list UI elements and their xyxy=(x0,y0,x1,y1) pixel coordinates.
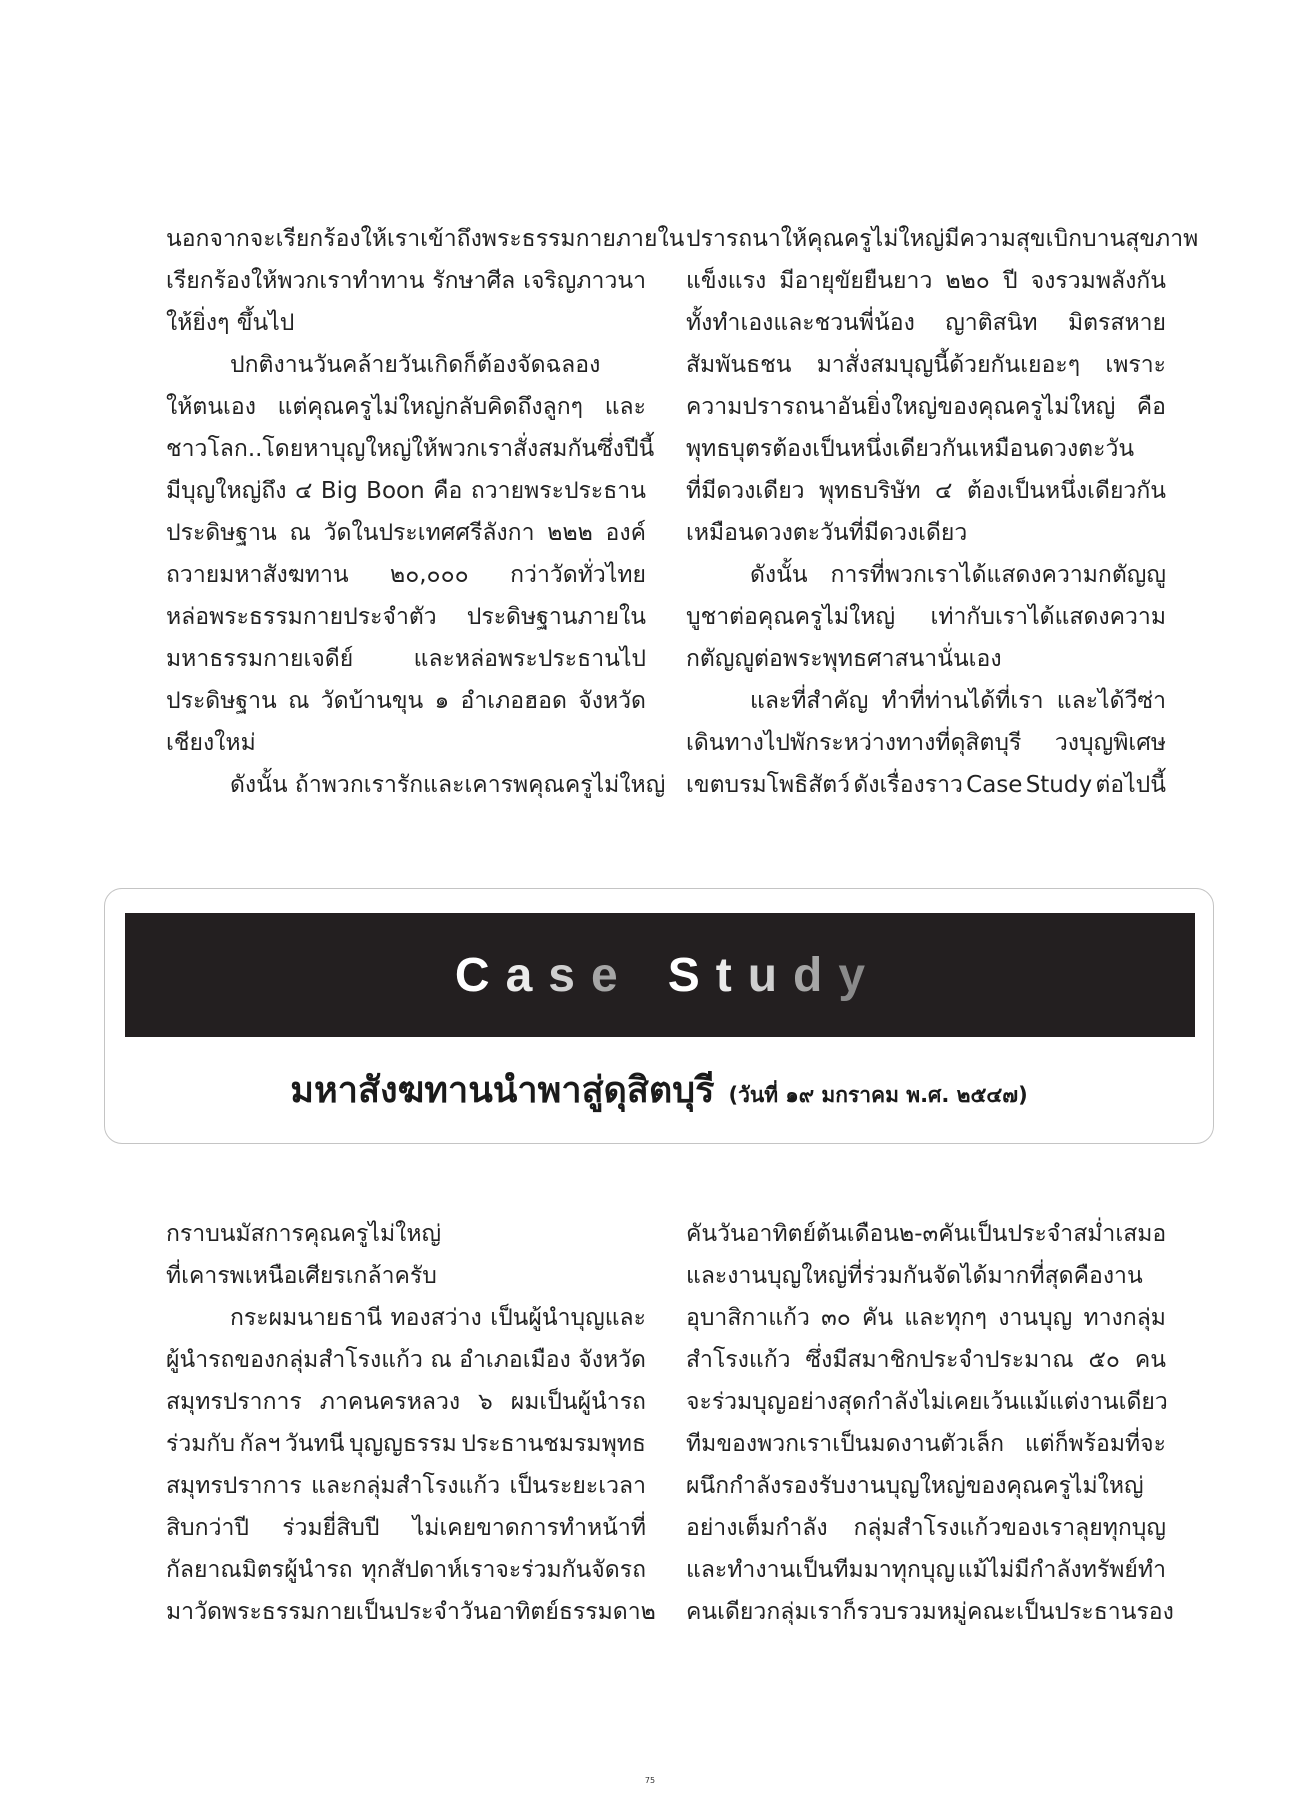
text-line: และงานบุญใหญ่ที่ร่วมกันจัดได้มากที่สุดคืองาน xyxy=(686,1263,1143,1289)
banner-letter: y xyxy=(838,948,866,1002)
text-line: ที่มีดวงเดียว พุทธบริษัท ๔ ต้องเป็นหนึ่งเดียวกัน xyxy=(686,478,1166,504)
text-line: จะร่วมบุญอย่างสุดกำลังไม่เคยเว้นแม้แต่งานเดียว xyxy=(686,1389,1168,1415)
text-line: คัน วันอาทิตย์ต้นเดือน ๒-๓ คัน เป็นประจำสม่ำเสมอ xyxy=(686,1221,1167,1247)
banner-letter: u xyxy=(747,948,778,1002)
text-line: เดินทางไปพักระหว่างทางที่ดุสิตบุรี วงบุญพิเศษ xyxy=(686,730,1166,756)
text-line: ถวายมหาสังฆทาน ๒๐,๐๐๐ กว่าวัดทั่วไทย xyxy=(166,562,646,588)
text-line: ประดิษฐาน ณ วัดในประเทศศรีลังกา ๒๒๒ องค์ xyxy=(166,520,646,546)
case-study-box xyxy=(104,888,1214,1144)
text-line: พุทธบุตรต้องเป็นหนึ่งเดียวกันเหมือนดวงตะวัน xyxy=(686,436,1135,462)
banner-letter: C xyxy=(454,948,490,1002)
text-line: อุบาสิกาแก้ว ๓๐ คัน และทุกๆ งานบุญ ทางกลุ่ม xyxy=(686,1305,1166,1331)
text-line: คนเดียว กลุ่มเราก็รวบรวมหมู่คณะเป็นประธานรอง xyxy=(686,1599,1174,1625)
text-line: กราบนมัสการคุณครูไม่ใหญ่ xyxy=(166,1221,442,1247)
text-line: กัลยาณมิตรผู้นำรถ ทุกสัปดาห์เราจะร่วมกันจัดรถ xyxy=(166,1557,646,1583)
banner-letter: S xyxy=(667,948,700,1002)
text-line: ทีมของพวกเราเป็นมดงานตัวเล็ก แต่ก็พร้อมที่จะ xyxy=(686,1431,1166,1457)
text-line: ชาวโลก..โดยหาบุญใหญ่ให้พวกเราสั่งสมกัน ซึ่งปีนี้ xyxy=(166,436,655,462)
banner-letter: t xyxy=(715,948,732,1002)
banner-letter: e xyxy=(591,948,618,1002)
text-line: สิบกว่าปี ร่วมยี่สิบปี ไม่เคยขาดการทำหน้าที่ xyxy=(166,1515,646,1541)
text-line: กระผมนายธานี ทองสว่าง เป็นผู้นำบุญและ xyxy=(230,1305,646,1331)
article-bottom-right-column xyxy=(686,1213,1174,1633)
text-line: ทั้งทำเองและชวนพี่น้อง ญาติสนิท มิตรสหาย xyxy=(686,310,1166,336)
banner-letter: s xyxy=(548,948,575,1002)
text-line: ประดิษฐาน ณ วัดบ้านขุน ๑ อำเภอฮอด จังหวัด xyxy=(166,688,646,714)
text-line: หล่อพระธรรมกายประจำตัว ประดิษฐานภายใน xyxy=(166,604,646,630)
text-line: และที่สำคัญ ทำที่ท่านได้ที่เรา และได้วีซ่า xyxy=(750,688,1166,714)
text-line: ให้ยิ่งๆ ขึ้นไป xyxy=(166,310,295,336)
text-line: เขตบรมโพธิสัตว์ ดังเรื่องราว Case Study ต่อไปนี้ xyxy=(686,772,1166,798)
text-line: ผนึกกำลังรองรับงานบุญใหญ่ของคุณครูไม่ใหญ่ xyxy=(686,1473,1144,1499)
case-study-date: (วันที่ ๑๙ มกราคม พ.ศ. ๒๕๔๗) xyxy=(728,1083,1028,1107)
text-line: มาวัดพระธรรมกายเป็นประจำ วันอาทิตย์ธรรมดา ๒ xyxy=(166,1599,656,1625)
text-line: ดังนั้น ถ้าพวกเรารักและเคารพคุณครูไม่ใหญ่ xyxy=(230,772,666,798)
text-line: ที่เคารพเหนือเศียรเกล้าครับ xyxy=(166,1263,437,1289)
article-top-right-column xyxy=(686,218,1199,806)
case-study-title: มหาสังฆทานนำพาสู่ดุสิตบุรี xyxy=(290,1070,715,1111)
banner-letter: d xyxy=(793,948,823,1002)
text-line: มหาธรรมกายเจดีย์ และหล่อพระประธานไป xyxy=(166,646,646,672)
banner-letter: a xyxy=(505,948,533,1002)
text-line: ปรารถนาให้คุณครูไม่ใหญ่มีความสุขเบิกบานสุขภาพ xyxy=(686,226,1199,252)
text-line: ดังนั้น การที่พวกเราได้แสดงความกตัญญู xyxy=(750,562,1166,588)
text-line: สำโรงแก้ว ซึ่งมีสมาชิกประจำประมาณ ๕๐ คน xyxy=(686,1347,1166,1373)
text-line: บูชาต่อคุณครูไม่ใหญ่ เท่ากับเราได้แสดงความ xyxy=(686,604,1166,630)
article-bottom-left-column xyxy=(166,1213,656,1633)
text-line: สมุทรปราการ ภาคนครหลวง ๖ ผมเป็นผู้นำรถ xyxy=(166,1389,646,1415)
text-line: แข็งแรง มีอายุขัยยืนยาว ๒๒๐ ปี จงรวมพลังกัน xyxy=(686,268,1166,294)
text-line: ปกติงานวันคล้ายวันเกิดก็ต้องจัดฉลอง xyxy=(230,352,601,378)
text-line: มีบุญใหญ่ถึง ๔ Big Boon คือ ถวายพระประธาน xyxy=(166,478,646,504)
text-line: ให้ตนเอง แต่คุณครูไม่ใหญ่กลับคิดถึงลูกๆ และ xyxy=(166,394,646,420)
text-line: สมุทรปราการ และกลุ่มสำโรงแก้ว เป็นระยะเวลา xyxy=(166,1473,646,1499)
text-line: นอกจากจะเรียกร้องให้เราเข้าถึงพระธรรมกายภายใน xyxy=(166,226,685,252)
text-line: เชียงใหม่ xyxy=(166,730,256,756)
text-line: เรียกร้องให้พวกเราทำทาน รักษาศีล เจริญภาวนา xyxy=(166,268,646,294)
text-line: สัมพันธชน มาสั่งสมบุญนี้ด้วยกันเยอะๆ เพราะ xyxy=(686,352,1166,378)
text-line: เหมือนดวงตะวันที่มีดวงเดียว xyxy=(686,520,968,546)
text-line: กตัญญูต่อพระพุทธศาสนานั่นเอง xyxy=(686,646,1002,672)
text-line: และทำงานเป็นทีมมาทุกบุญ แม้ไม่มีกำลังทรัพย์ทำ xyxy=(686,1557,1166,1583)
text-line: ผู้นำรถของกลุ่มสำโรงแก้ว ณ อำเภอเมือง จังหวัด xyxy=(166,1347,646,1373)
case-study-banner xyxy=(125,913,1195,1037)
banner-letter xyxy=(634,948,652,1003)
case-study-heading xyxy=(105,1061,1213,1118)
page-number: 75 xyxy=(644,1776,656,1785)
article-top-left-column xyxy=(166,218,685,806)
text-line: ความปรารถนาอันยิ่งใหญ่ของคุณครูไม่ใหญ่ คือ xyxy=(686,394,1166,420)
text-line: อย่างเต็มกำลัง กลุ่มสำโรงแก้วของเราลุยทุกบุญ xyxy=(686,1515,1166,1541)
text-line: ร่วมกับ กัลฯ วันทนี บุญญธรรม ประธานชมรมพุทธ xyxy=(166,1431,646,1457)
